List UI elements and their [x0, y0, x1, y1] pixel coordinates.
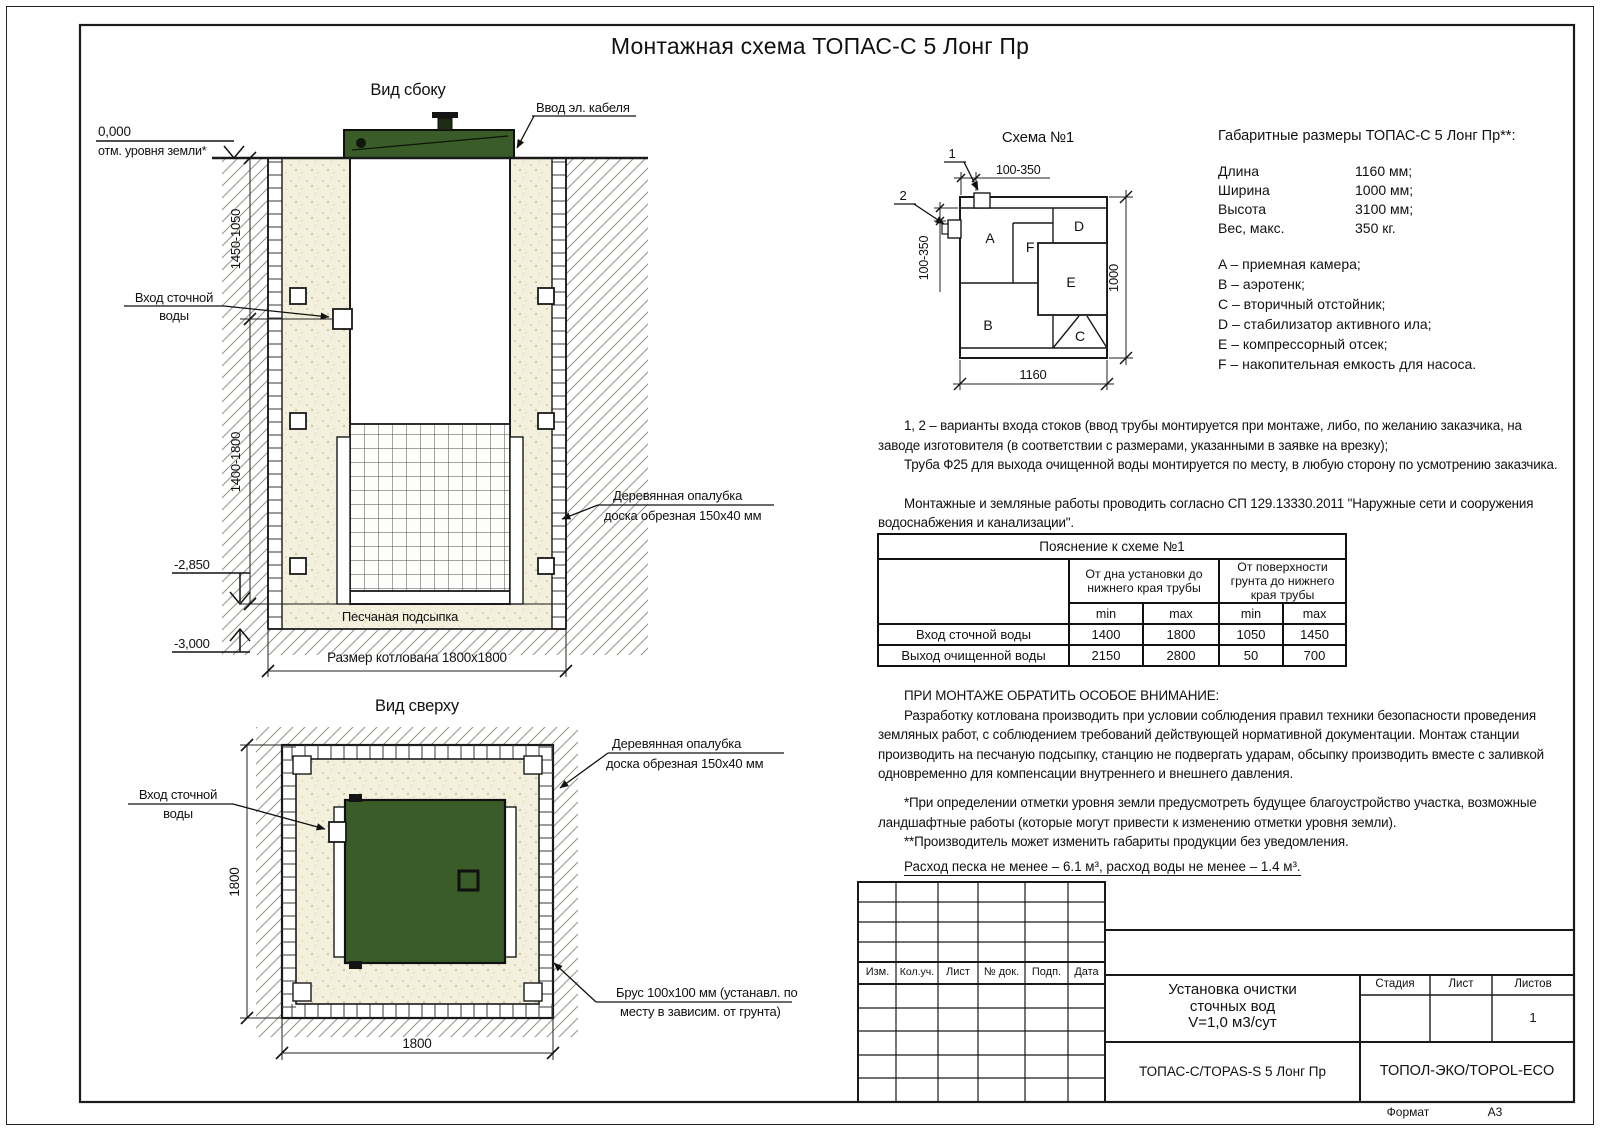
- ground-level-label: отм. уровня земли*: [98, 144, 207, 158]
- note-paragraph: Монтажные и земляные работы проводить согласно СП 129.13330.2011 "Наружные сети и сооружения водоснабжения и канализации".: [878, 495, 1534, 530]
- table-cell: 700: [1283, 645, 1346, 666]
- warning-title: ПРИ МОНТАЖЕ ОБРАТИТЬ ОСОБОЕ ВНИМАНИЕ:: [904, 688, 1220, 703]
- table-min-header: min: [1219, 603, 1283, 624]
- spec-row: [1218, 162, 1568, 181]
- table-title: Пояснение к схеме №1: [878, 534, 1346, 559]
- station-lid: [344, 112, 514, 158]
- project-title-line: V=1,0 м3/сут: [1188, 1014, 1277, 1031]
- product-name: ТОПАС-С/TOPAS-S 5 Лонг Пр: [1138, 1064, 1327, 1079]
- company-name: ТОПОЛ-ЭКО/TOPOL-ECO: [1379, 1063, 1555, 1079]
- top-view-title: Вид сверху: [375, 697, 459, 715]
- rev-col-list: Лист: [946, 966, 970, 978]
- vent-cap-icon: [432, 112, 458, 130]
- level-3000-label: -3,000: [174, 636, 210, 651]
- table-corner-cell: [878, 559, 1069, 624]
- hinge-top: [349, 794, 362, 802]
- spec-value: 1000 мм;: [1355, 182, 1414, 198]
- table-cell: 1400: [1069, 624, 1143, 645]
- formwork-label-line1: Деревянная опалубка: [613, 488, 743, 503]
- project-title-line: Установка очистки: [1168, 981, 1297, 998]
- stage-header: Стадия: [1375, 978, 1415, 990]
- note-paragraph: 1, 2 – варианты входа стоков (ввод трубы монтируется при монтаже, либо, по желанию заказчика, на заводе изготовителя (в соответствии с размерами, указанными в заявке на врезку);: [878, 418, 1522, 453]
- format-value: А3: [1487, 1105, 1503, 1119]
- table-cell: 1050: [1219, 624, 1283, 645]
- sheets-value: 1: [1529, 1010, 1537, 1025]
- spec-value: 3100 мм;: [1355, 201, 1414, 217]
- sheet-header: Лист: [1448, 978, 1474, 990]
- notes-block: [878, 416, 1560, 533]
- legend-item: A – приемная камера;: [1218, 256, 1361, 272]
- legend-item: D – стабилизатор активного ила;: [1218, 316, 1432, 332]
- schema-marker-2: 2: [899, 188, 907, 203]
- rev-col-podp: Подп.: [1031, 966, 1062, 978]
- footnote: *При определении отметки уровня земли предусмотреть будущее благоустройство участка, возможные ландшафтные работы (которые могут привести к изменению отметки уровня земли).: [878, 795, 1537, 830]
- schema-title: Схема №1: [1001, 129, 1075, 146]
- specs-block: [1218, 128, 1568, 374]
- compartment-f: F: [1025, 239, 1035, 255]
- legend-item: E – компрессорный отсек;: [1218, 336, 1388, 352]
- table-group2-header: От поверхности грунта до нижнего края трубы: [1219, 559, 1346, 603]
- compartment-d: D: [1074, 218, 1084, 234]
- legend-item: B – аэротенк;: [1218, 276, 1305, 292]
- sheets-header: Листов: [1514, 978, 1552, 990]
- table-row-label: Вход сточной воды: [878, 624, 1069, 645]
- cable-entry-label: Ввод эл. кабеля: [536, 100, 630, 115]
- beam-label-line1: Брус 100x100 мм (устанавл. по: [616, 985, 798, 1000]
- page-title: Монтажная схема ТОПАС-С 5 Лонг Пр: [610, 33, 1030, 59]
- sewage-inlet-top: [329, 822, 346, 842]
- spec-value: 1160 мм;: [1355, 163, 1413, 179]
- table-cell: 2150: [1069, 645, 1143, 666]
- table-max-header: max: [1283, 603, 1346, 624]
- warning-block: [878, 686, 1560, 784]
- formwork-top-label-line1: Деревянная опалубка: [612, 736, 742, 751]
- dim-upper-label: 1450-1050: [228, 208, 243, 270]
- schema-dim-bottom: 1160: [1019, 367, 1047, 382]
- rail-right: [505, 807, 516, 957]
- tank-ribbed-section: [350, 424, 510, 591]
- footnotes-block: [878, 793, 1560, 852]
- schema-dim-left: 100-350: [917, 235, 931, 281]
- project-title-line: сточных вод: [1189, 997, 1276, 1015]
- table-cell: 2800: [1143, 645, 1219, 666]
- format-label: Формат: [1386, 1105, 1430, 1119]
- schema-dim-top: 100-350: [996, 163, 1041, 177]
- side-view-title: Вид сбоку: [370, 81, 446, 99]
- side-view: [96, 81, 774, 677]
- spec-label: Высота: [1218, 201, 1267, 217]
- table-cell: 1450: [1283, 624, 1346, 645]
- rev-col-koluch: Кол.уч.: [899, 966, 935, 978]
- explanation-table: [877, 533, 1347, 667]
- sand-consumption-note: Расход песка не менее – 6.1 м³, расход воды не менее – 1.4 м³.: [904, 859, 1301, 874]
- rev-col-ndok: № док.: [983, 966, 1020, 978]
- inlet-variant-2-nub: [942, 224, 948, 234]
- table-cell: 50: [1219, 645, 1283, 666]
- dim-1800-vertical: 1800: [227, 867, 242, 897]
- table-cell: 1800: [1143, 624, 1219, 645]
- spec-row: [1218, 219, 1568, 238]
- spec-row: [1218, 181, 1568, 200]
- formwork-board-left: [268, 158, 282, 629]
- side-bar-right: [510, 437, 523, 604]
- compartment-b: B: [983, 317, 993, 333]
- compartment-e: E: [1066, 274, 1076, 290]
- schema-dim-right: 1000: [1106, 263, 1121, 293]
- spec-label: Вес, макс.: [1218, 220, 1285, 236]
- footnote: **Производитель может изменить габариты продукции без уведомления.: [904, 834, 1349, 849]
- inlet-top-label-line2: воды: [163, 806, 193, 821]
- table-max-header: max: [1143, 603, 1219, 624]
- sewage-inlet-pipe: [333, 309, 352, 329]
- compartment-a: A: [985, 230, 995, 246]
- warning-body: Разработку котлована производить при условии соблюдения правил техники безопасности проведения земляных работ, с соблюдением требований действующей нормативной документации. Монтаж станции производить на песчаную подсыпку, станцию не подвергать ударам, обсыпку производить вместе с заливкой одновременно для компенсации внутреннего и внешнего давления.: [878, 707, 1544, 781]
- top-view: [128, 697, 798, 1060]
- inlet-label-line2: воды: [159, 308, 189, 323]
- inlet-variant-1: [974, 193, 990, 208]
- spec-label: Длина: [1218, 163, 1259, 179]
- rev-col-izm: Изм.: [865, 966, 890, 978]
- project-title: [1105, 982, 1360, 1032]
- pit-size-label: Размер котлована 1800x1800: [327, 650, 507, 665]
- inlet-variant-2: [948, 220, 961, 238]
- dim-1800-horizontal: 1800: [402, 1036, 432, 1051]
- side-bar-left: [337, 437, 350, 604]
- spec-label: Ширина: [1218, 182, 1270, 198]
- specs-title: Габаритные размеры ТОПАС-С 5 Лонг Пр**:: [1218, 128, 1516, 144]
- spec-value: 350 кг.: [1355, 220, 1396, 236]
- beam-label-line2: месту в зависим. от грунта): [620, 1004, 781, 1019]
- table-group1-header: От дна установки до нижнего края трубы: [1069, 559, 1219, 603]
- inlet-label-line1: Вход сточной: [134, 290, 214, 305]
- compartment-c: C: [1075, 328, 1085, 344]
- legend-item: C – вторичный отстойник;: [1218, 296, 1386, 312]
- rev-col-data: Дата: [1074, 966, 1099, 978]
- spec-row: [1218, 200, 1568, 219]
- formwork-top-label-line2: доска обрезная 150x40 мм: [606, 756, 764, 771]
- note-paragraph: Труба Ф25 для выхода очищенной воды монтируется по месту, в любую сторону по усмотрению заказчика.: [904, 457, 1558, 472]
- table-min-header: min: [1069, 603, 1143, 624]
- inlet-top-label-line1: Вход сточной: [138, 787, 218, 802]
- formwork-label-line2: доска обрезная 150x40 мм: [604, 508, 762, 523]
- schema-marker-1: 1: [948, 146, 956, 161]
- legend-item: F – накопительная емкость для насоса.: [1218, 356, 1477, 372]
- zero-level-label: 0,000: [98, 124, 131, 139]
- hinge-bottom: [349, 961, 362, 969]
- compartment-legend: [1218, 254, 1568, 374]
- station-lid-top: [345, 800, 505, 963]
- schema-1: [894, 129, 1133, 390]
- sand-bedding-label: Песчаная подсыпка: [341, 609, 459, 624]
- level-2850-label: -2,850: [174, 557, 210, 572]
- dim-lower-label: 1400-1800: [228, 431, 243, 493]
- table-row-label: Выход очищенной воды: [878, 645, 1069, 666]
